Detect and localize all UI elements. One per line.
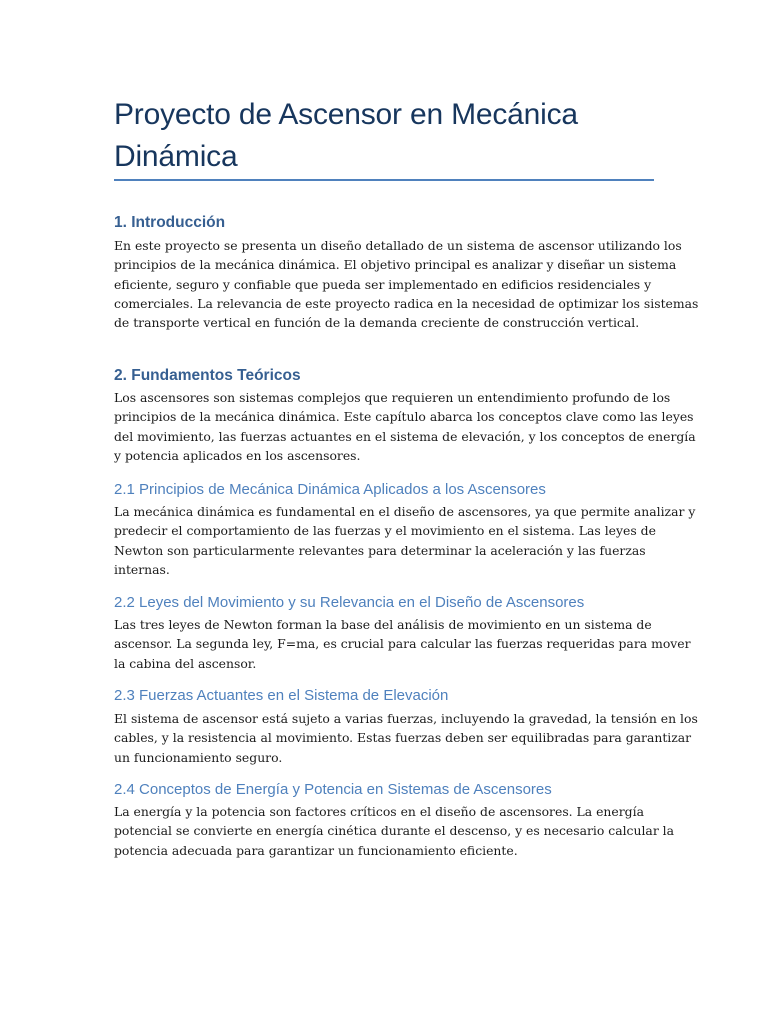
paragraph-line: y potencia aplicados en los ascensores. [114, 447, 361, 463]
document-title [114, 94, 654, 178]
paragraph-line: de transporte vertical en función de la demanda creciente de construcción vertical. [114, 315, 640, 331]
paragraph-line: potencial se convierte en energía cinética durante el descenso, y es necesario calcular la [114, 823, 675, 839]
subsection-paragraph-2-3 [114, 709, 698, 767]
document-page [114, 0, 699, 1024]
paragraph-line: comerciales. La relevancia de este proyecto radica en la necesidad de optimizar los sistemas [114, 295, 699, 311]
paragraph-line: la cabina del ascensor. [114, 655, 257, 671]
subsection-paragraph-2-2 [114, 615, 691, 673]
paragraph-line: potencia adecuada para garantizar un funcionamiento eficiente. [114, 842, 518, 858]
paragraph-line: La mecánica dinámica es fundamental en el diseño de ascensores, ya que permite analizar y [114, 504, 696, 519]
title-underline-rule [114, 179, 654, 181]
paragraph-line: La energía y la potencia son factores críticos en el diseño de ascensores. La energía [114, 804, 644, 819]
subsection-heading-2-4: 2.4 Conceptos de Energía y Potencia en Sistemas de Ascensores [114, 781, 552, 798]
subsection-paragraph-2-1 [114, 502, 696, 579]
paragraph-line: Las tres leyes de Newton forman la base del análisis de movimiento en un sistema de [114, 617, 652, 632]
paragraph-line: eficiente, seguro y confiable que pueda ser implementado en edificios residenciales y [114, 276, 652, 292]
subsection-paragraph-2-4 [114, 802, 675, 860]
paragraph-line: del movimiento, las fuerzas actuantes en el sistema de elevación, y los conceptos de energía [114, 428, 696, 444]
document-title-line: Dinámica [114, 140, 238, 173]
paragraph-line: El sistema de ascensor está sujeto a varias fuerzas, incluyendo la gravedad, la tensión en los [114, 711, 698, 726]
paragraph-line: principios de la mecánica dinámica. Este capítulo abarca los conceptos clave como las leyes [114, 409, 694, 425]
paragraph-line: un funcionamiento seguro. [114, 749, 283, 765]
paragraph-line: En este proyecto se presenta un diseño detallado de un sistema de ascensor utilizando los [114, 238, 682, 253]
paragraph-line: cables, y la resistencia al movimiento. Estas fuerzas deben ser equilibradas para garantizar [114, 730, 692, 746]
paragraph-line: Los ascensores son sistemas complejos que requieren un entendimiento profundo de los [114, 390, 671, 405]
document-title-line: Proyecto de Ascensor en Mecánica [114, 98, 578, 131]
paragraph-line: predecir el comportamiento de las fuerzas y el movimiento en el sistema. Las leyes de [114, 523, 656, 539]
section-heading-introduccion: 1. Introducción [114, 214, 226, 231]
paragraph-line: principios de la mecánica dinámica. El objetivo principal es analizar y diseñar un sistema [114, 257, 677, 273]
section-paragraph-introduccion [114, 236, 699, 332]
subsection-heading-2-3: 2.3 Fuerzas Actuantes en el Sistema de Elevación [114, 687, 449, 704]
paragraph-line: Newton son particularmente relevantes para determinar la aceleración y las fuerzas [114, 542, 646, 558]
subsection-heading-2-1: 2.1 Principios de Mecánica Dinámica Aplicados a los Ascensores [114, 481, 546, 498]
section-paragraph-fundamentos [114, 388, 696, 465]
paragraph-line: ascensor. La segunda ley, F=ma, es crucial para calcular las fuerzas requeridas para mover [114, 636, 691, 652]
paragraph-line: internas. [114, 561, 170, 577]
subsection-heading-2-2: 2.2 Leyes del Movimiento y su Relevancia en el Diseño de Ascensores [114, 594, 585, 611]
section-heading-fundamentos: 2. Fundamentos Teóricos [114, 367, 301, 384]
